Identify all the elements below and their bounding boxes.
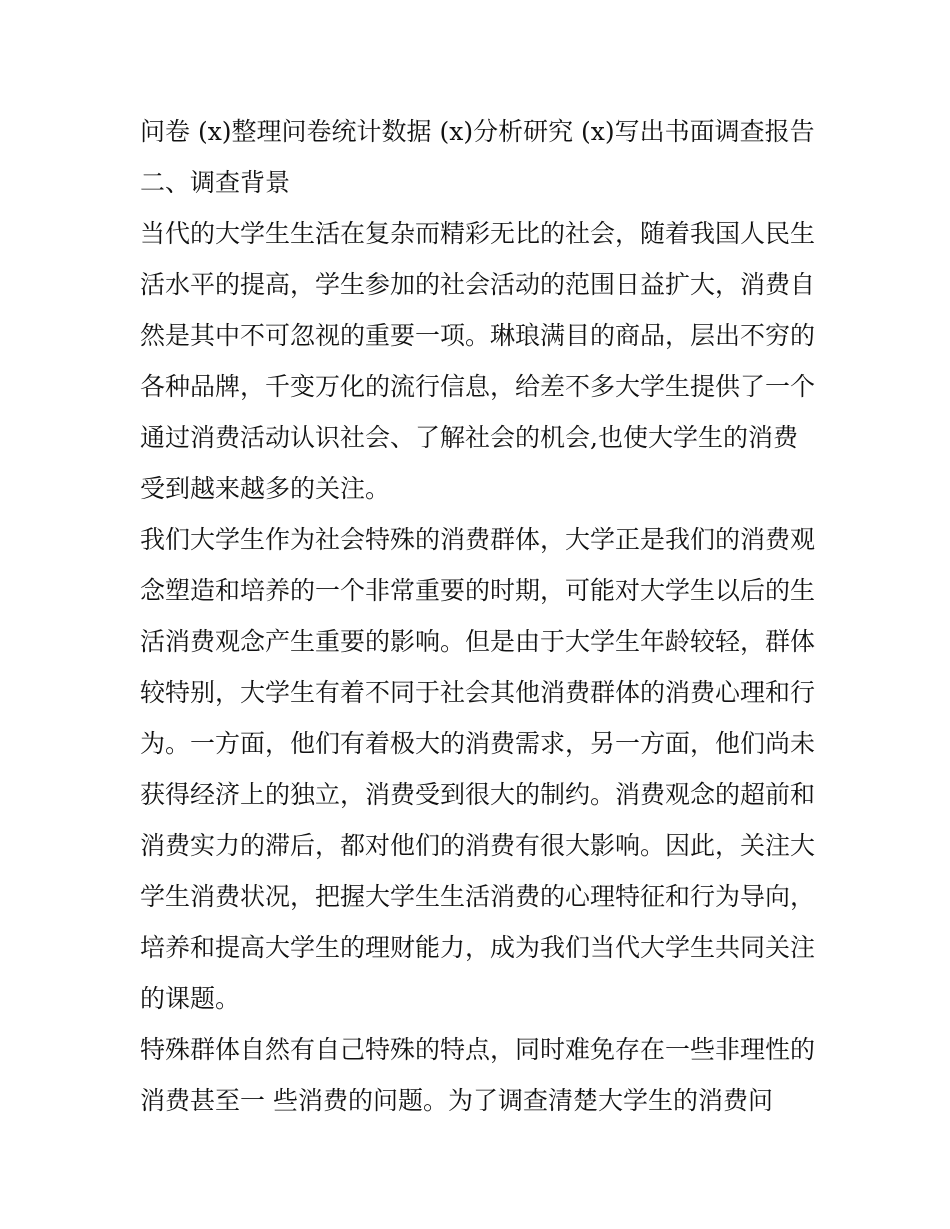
text-line: 活水平的提高，学生参加的社会活动的范围日益扩大，消费自 bbox=[140, 270, 816, 299]
text-line: 念塑造和培养的一个非常重要的时期，可能对大学生以后的生 bbox=[140, 576, 816, 605]
text-line: 特殊群体自然有自己特殊的特点，同时难免存在一些非理性的 bbox=[140, 1035, 816, 1064]
text-line: 培养和提高大学生的理财能力，成为我们当代大学生共同关注 bbox=[140, 933, 816, 962]
text-line: 活消费观念产生重要的影响。但是由于大学生年龄较轻，群体 bbox=[140, 627, 816, 656]
text-line: 获得经济上的独立，消费受到很大的制约。消费观念的超前和 bbox=[140, 780, 816, 809]
text-line: 通过消费活动认识社会、了解社会的机会,也使大学生的消费 bbox=[140, 423, 798, 452]
text-line: 学生消费状况，把握大学生生活消费的心理特征和行为导向， bbox=[140, 882, 816, 911]
section-heading: 二、调查背景 bbox=[140, 168, 291, 197]
text-line: 然是其中不可忽视的重要一项。琳琅满目的商品，层出不穷的 bbox=[140, 321, 816, 350]
text-line: 消费甚至一 些消费的问题。为了调查清楚大学生的消费问 bbox=[140, 1086, 773, 1115]
document-body bbox=[140, 106, 820, 1126]
text-line: 的课题。 bbox=[140, 984, 241, 1013]
text-line: 各种品牌，千变万化的流行信息，给差不多大学生提供了一个 bbox=[140, 372, 816, 401]
text-line: 我们大学生作为社会特殊的消费群体，大学正是我们的消费观 bbox=[140, 525, 816, 554]
text-line: 问卷 (x)整理问卷统计数据 (x)分析研究 (x)写出书面调查报告 bbox=[140, 117, 815, 146]
text-line: 受到越来越多的关注。 bbox=[140, 474, 391, 503]
text-line: 当代的大学生生活在复杂而精彩无比的社会，随着我国人民生 bbox=[140, 219, 816, 248]
text-line: 消费实力的滞后，都对他们的消费有很大影响。因此，关注大 bbox=[140, 831, 816, 860]
text-line: 较特别，大学生有着不同于社会其他消费群体的消费心理和行 bbox=[140, 678, 816, 707]
text-line: 为。一方面，他们有着极大的消费需求，另一方面，他们尚未 bbox=[140, 729, 816, 758]
